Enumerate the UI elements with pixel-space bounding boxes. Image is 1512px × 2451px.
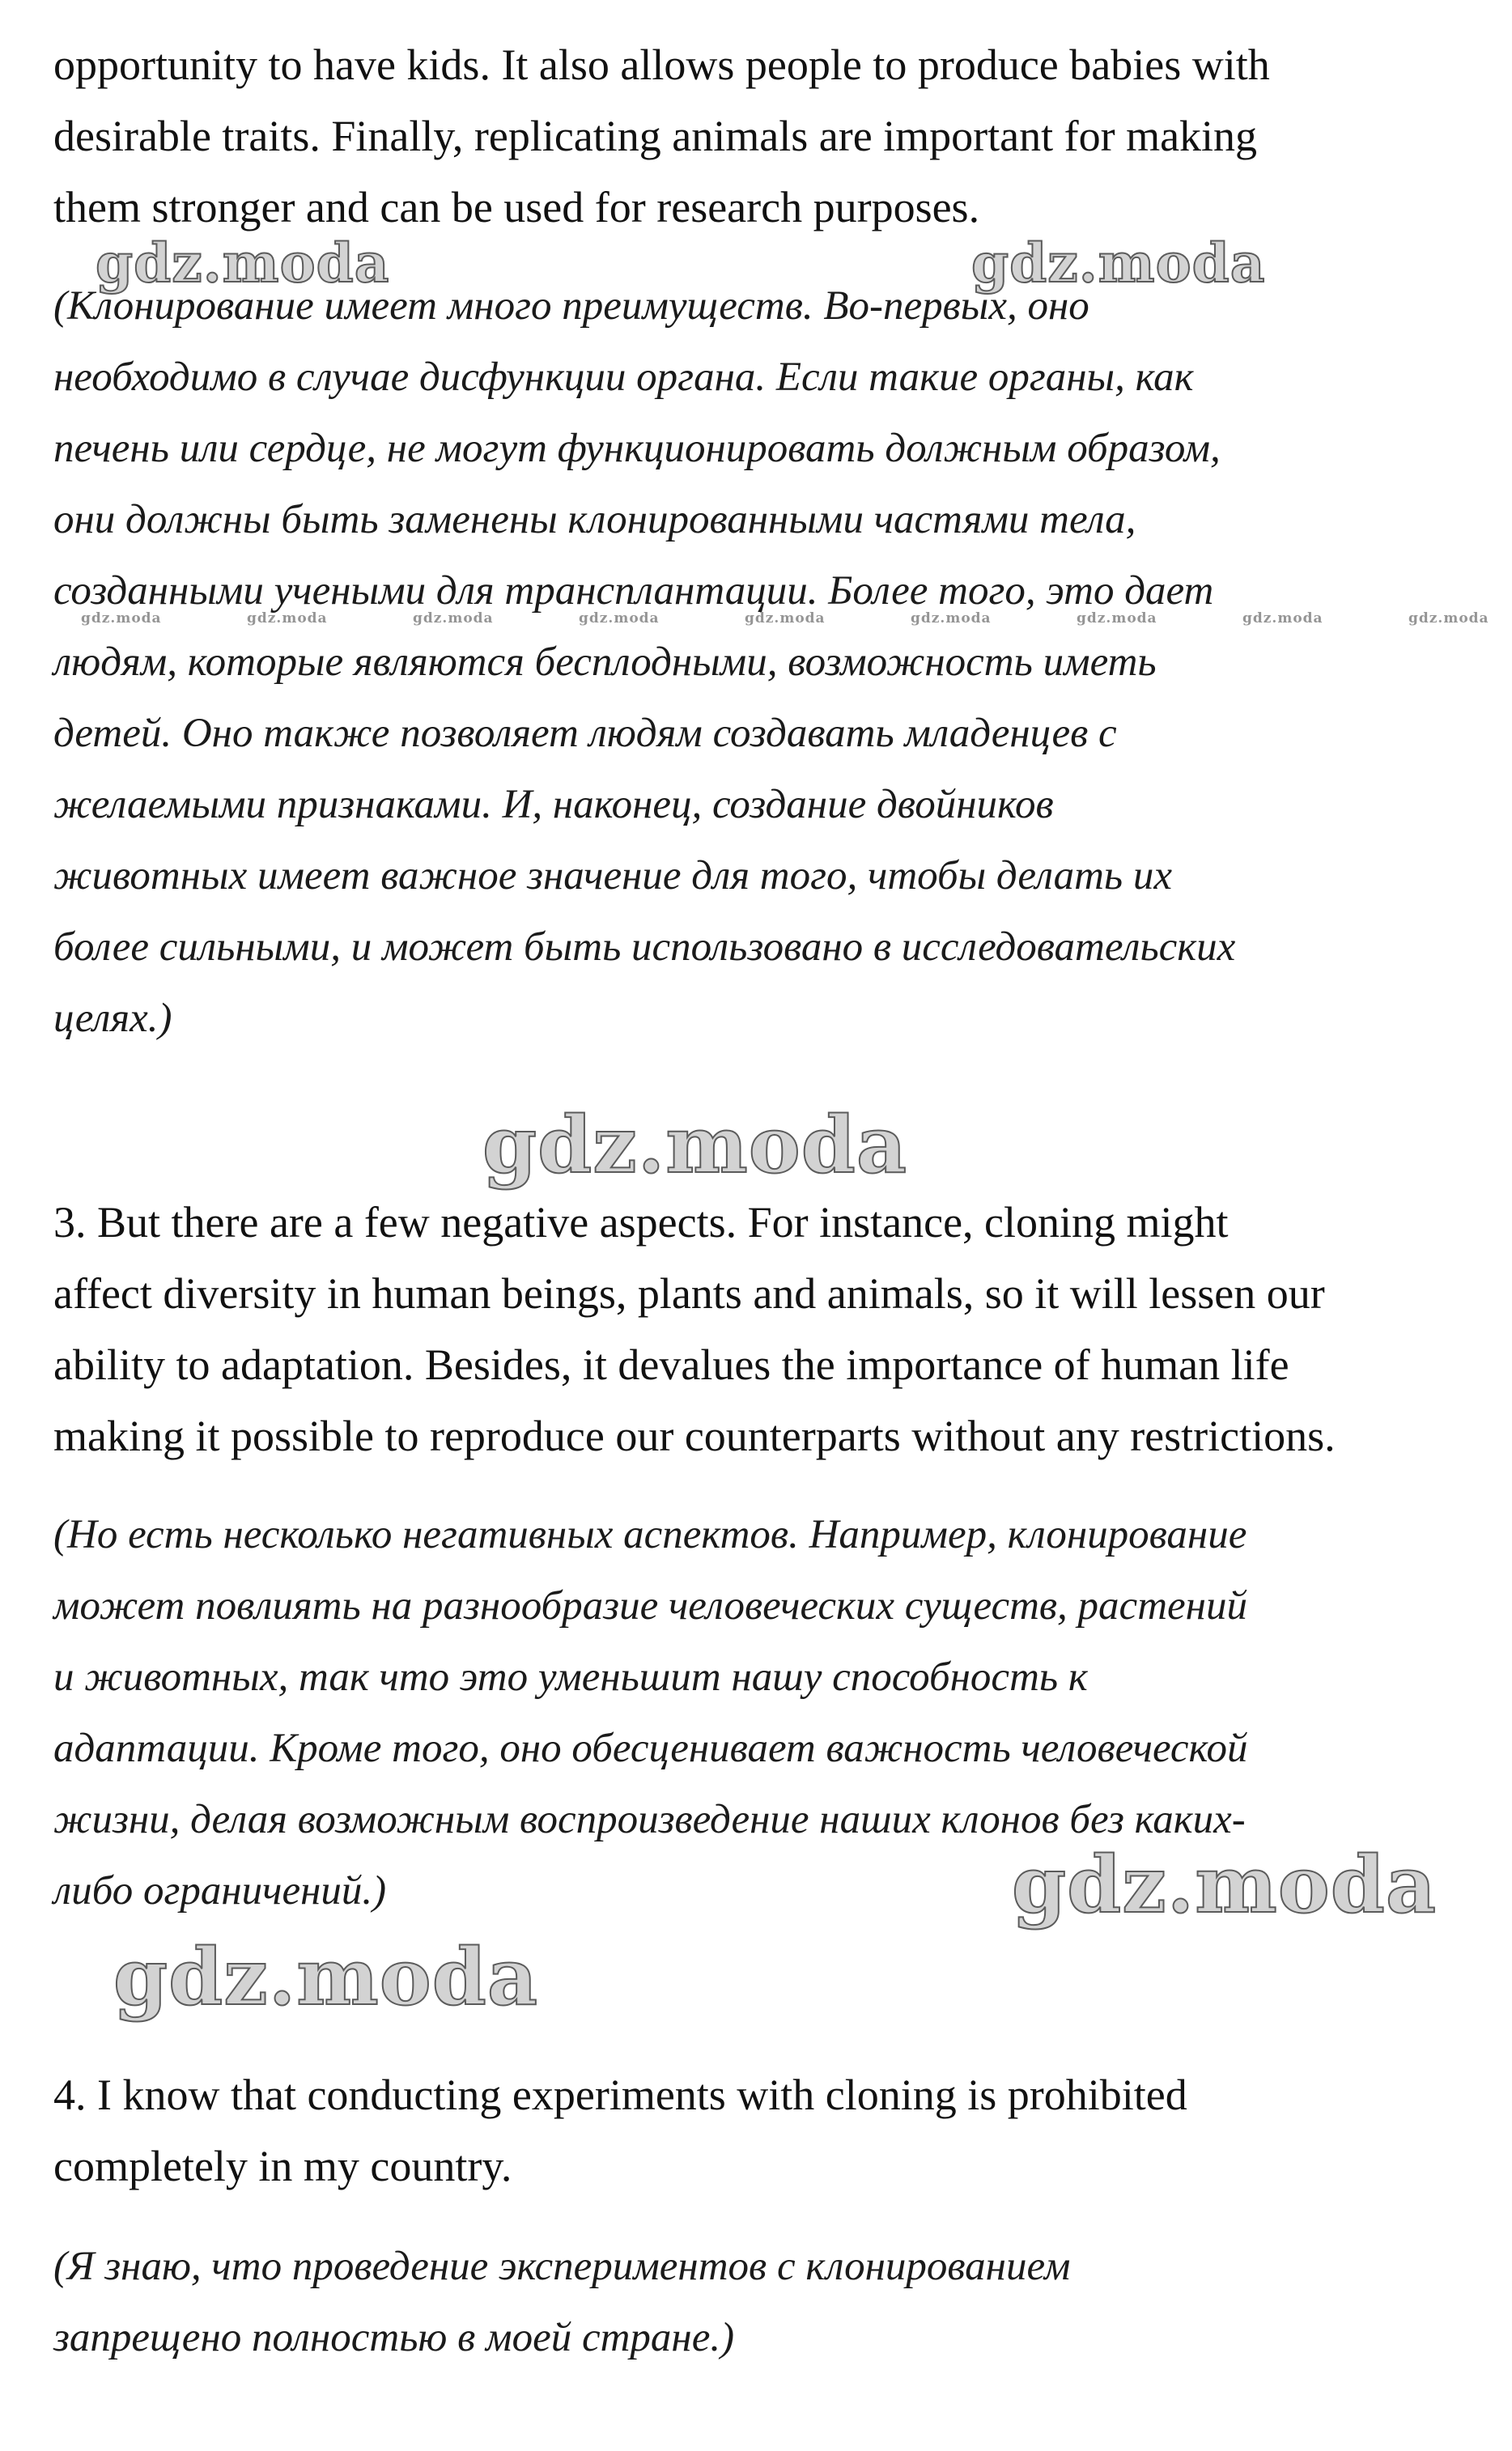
text-line: животных имеет важное значение для того, чтобы делать их xyxy=(53,853,1173,898)
text-line: либо ограничений.) xyxy=(53,1868,387,1914)
text-line: жизни, делая возможным воспроизведение наших клонов без каких- xyxy=(53,1797,1246,1842)
text-line: необходимо в случае дисфункции органа. Если такие органы, как xyxy=(53,355,1194,400)
english-paragraph xyxy=(53,2059,1478,2202)
text-line: (Я знаю, что проведение экспериментов с клонированием xyxy=(53,2244,1071,2289)
watermark: gdz.moda xyxy=(1077,610,1157,627)
text-line: детей. Оно также позволяет людям создавать младенцев с xyxy=(53,711,1117,756)
watermark: gdz.moda xyxy=(1408,610,1489,627)
english-paragraph xyxy=(53,1187,1478,1472)
text-line: печень или сердце, не могут функционировать должным образом, xyxy=(53,426,1221,471)
watermark: gdz.moda xyxy=(971,232,1266,295)
watermark: gdz.moda xyxy=(911,610,992,627)
watermark: gdz.moda xyxy=(579,610,660,627)
text-line: целях.) xyxy=(53,996,172,1041)
text-line: запрещено полностью в моей стране.) xyxy=(53,2315,735,2360)
text-line: более сильными, и может быть использовано в исследовательских xyxy=(53,924,1236,970)
english-paragraph xyxy=(53,29,1478,243)
text-line: они должны быть заменены клонированными частями тела, xyxy=(53,497,1136,542)
text-line: желаемыми признаками. И, наконец, создание двойников xyxy=(53,782,1054,827)
watermark: gdz.moda xyxy=(745,610,826,627)
text-line: 3. But there are a few negative aspects. For instance, cloning might xyxy=(53,1198,1229,1247)
text-line: them stronger and can be used for research purposes. xyxy=(53,183,980,232)
text-line: making it possible to reproduce our counterparts without any restrictions. xyxy=(53,1412,1336,1460)
text-line: ability to adaptation. Besides, it devalues the importance of human life xyxy=(53,1340,1289,1389)
text-line: (Но есть несколько негативных аспектов. Например, клонирование xyxy=(53,1512,1247,1557)
watermark: gdz.moda xyxy=(247,610,328,627)
watermark: gdz.moda xyxy=(113,1931,539,2023)
text-line: affect diversity in human beings, plants and animals, so it will lessen our xyxy=(53,1269,1325,1318)
watermark: gdz.moda xyxy=(81,610,162,627)
text-line: 4. I know that conducting experiments with cloning is prohibited xyxy=(53,2071,1187,2119)
russian-translation xyxy=(53,2231,1478,2373)
russian-translation xyxy=(53,1499,1478,1926)
text-line: opportunity to have kids. It also allows people to produce babies with xyxy=(53,40,1270,89)
watermark: gdz.moda xyxy=(1242,610,1323,627)
text-line: адаптации. Кроме того, оно обесценивает важность человеческой xyxy=(53,1726,1248,1771)
watermark: gdz.moda xyxy=(413,610,494,627)
watermark: gdz.moda xyxy=(96,232,390,295)
watermark: gdz.moda xyxy=(1012,1839,1438,1931)
text-line: (Клонирование имеет много преимуществ. Во-первых, оно xyxy=(53,283,1089,329)
text-line: созданными учеными для трансплантации. Более того, это дает xyxy=(53,568,1214,614)
text-line: completely in my country. xyxy=(53,2142,512,2190)
russian-translation xyxy=(53,270,1478,1054)
text-line: людям, которые являются бесплодными, возможность иметь xyxy=(53,639,1157,685)
watermark: gdz.moda xyxy=(482,1099,908,1191)
text-line: и животных, так что это уменьшит нашу способность к xyxy=(53,1655,1088,1700)
text-line: может повлиять на разнообразие человеческих существ, растений xyxy=(53,1583,1247,1629)
text-line: desirable traits. Finally, replicating animals are important for making xyxy=(53,112,1258,160)
